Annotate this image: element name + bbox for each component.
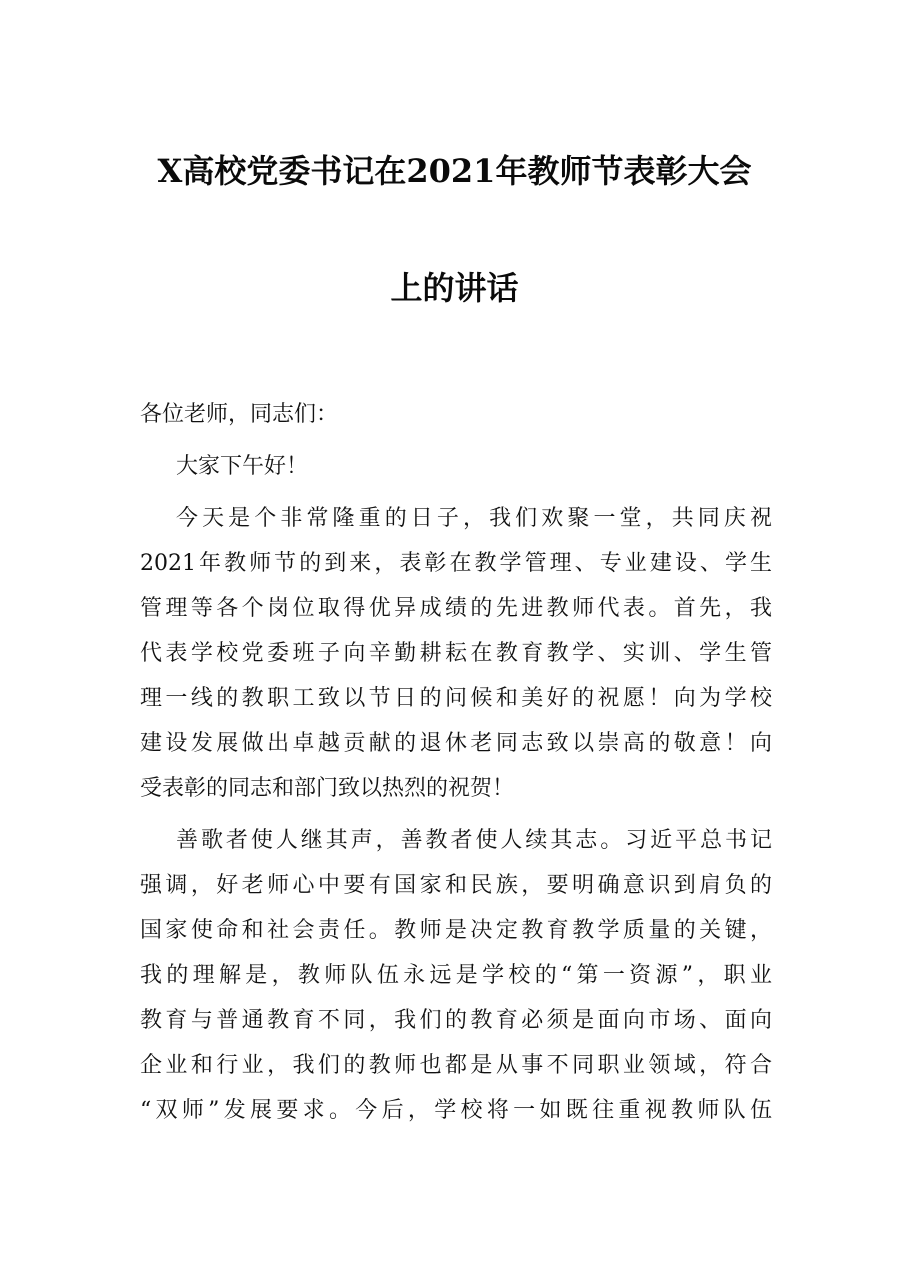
paragraph-line: 今天是个非常隆重的日子，我们欢聚一堂，共同庆祝 bbox=[176, 506, 772, 531]
paragraph-line: 善歌者使人继其声，善教者使人续其志。习近平总书记 bbox=[176, 828, 772, 853]
paragraph-line: 2021年教师节的到来，表彰在教学管理、专业建设、学生 bbox=[140, 551, 772, 576]
paragraph-1 bbox=[140, 496, 772, 811]
document-title-line-2: 上的讲话 bbox=[390, 269, 519, 307]
paragraph-line: 国家使命和社会责任。教师是决定教育教学质量的关键， bbox=[140, 918, 772, 943]
paragraph-line: 理一线的教职工致以节日的问候和美好的祝愿！向为学校 bbox=[140, 686, 772, 711]
paragraph-2 bbox=[140, 818, 772, 1133]
spacer bbox=[140, 437, 772, 444]
paragraph-line: 建设发展做出卓越贡献的退休老同志致以崇高的敬意！向 bbox=[140, 731, 772, 756]
paragraph-line: 受表彰的同志和部门致以热烈的祝贺！ bbox=[140, 776, 515, 801]
paragraph-line: “双师”发展要求。今后，学校将一如既往重视教师队伍 bbox=[140, 1098, 772, 1123]
paragraph-line: 代表学校党委班子向辛勤耕耘在教育教学、实训、学生管 bbox=[140, 641, 772, 666]
paragraph-line: 教育与普通教育不同，我们的教育必须是面向市场、面向 bbox=[140, 1008, 772, 1033]
paragraph-line: 管理等各个岗位取得优异成绩的先进教师代表。首先，我 bbox=[140, 596, 772, 621]
document-body bbox=[140, 392, 772, 1133]
paragraph-line: 企业和行业，我们的教师也都是从事不同职业领域，符合 bbox=[140, 1053, 772, 1078]
spacer bbox=[140, 489, 772, 496]
greeting: 大家下午好！ bbox=[176, 454, 309, 479]
paragraph-line: 强调，好老师心中要有国家和民族，要明确意识到肩负的 bbox=[140, 873, 772, 898]
document-title-line-1: X高校党委书记在2021年教师节表彰大会 bbox=[157, 152, 752, 190]
spacer bbox=[140, 811, 772, 818]
paragraph-line: 我的理解是，教师队伍永远是学校的“第一资源”，职业 bbox=[140, 963, 772, 988]
salutation: 各位老师，同志们： bbox=[140, 402, 339, 427]
